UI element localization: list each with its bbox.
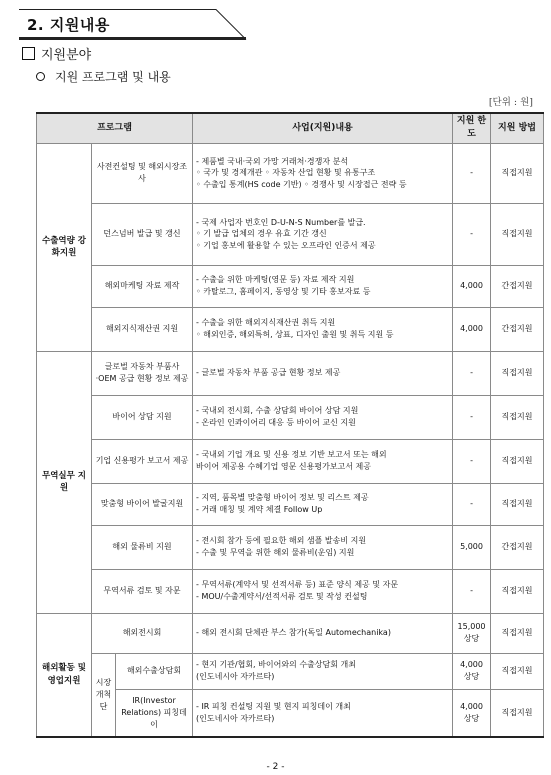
- program-content: [193, 203, 453, 265]
- content-line: - 지역, 품목별 맞춤형 바이어 정보 및 리스트 제공: [196, 493, 369, 503]
- support-method: 직접지원: [491, 203, 544, 265]
- support-amount: 4,000 상당: [453, 653, 491, 689]
- category-export-capability: 수출역량 강화지원: [37, 143, 92, 351]
- table-row: [37, 395, 544, 439]
- header-amount: 지원 한도: [453, 113, 491, 143]
- circle-bullet-icon: [36, 72, 45, 81]
- program-name: IR(Investor Relations) 피칭데이: [116, 689, 193, 737]
- support-method: 직접지원: [491, 653, 544, 689]
- section-title-banner: [19, 9, 247, 40]
- support-amount: 15,000 상당: [453, 613, 491, 653]
- content-line: - 제품별 국내·국외 가망 거래처·경쟁자 분석: [196, 156, 349, 166]
- support-amount: -: [453, 351, 491, 395]
- table-row: [37, 525, 544, 569]
- support-amount: 4,000 상당: [453, 689, 491, 737]
- heading-program-content-text: 지원 프로그램 및 내용: [55, 70, 171, 84]
- support-amount: -: [453, 569, 491, 613]
- content-line: - 온라인 인콰이어리 대응 등 바이어 교신 지원: [196, 418, 356, 427]
- heading-support-field: [22, 44, 91, 63]
- program-name: 사전컨설팅 및 해외시장조사: [92, 143, 193, 203]
- heading-program-content: [36, 68, 171, 85]
- content-line: - 국제 사업자 번호인 D-U-N-S Number를 발급.: [196, 217, 366, 227]
- support-method: 직접지원: [491, 613, 544, 653]
- table-row: [37, 613, 544, 653]
- content-line: ◦ 해외인증, 해외특허, 상표, 디자인 출원 및 취득 지원 등: [196, 330, 394, 339]
- program-content: [193, 143, 453, 203]
- table-header-row: [37, 113, 544, 143]
- program-name: 맞춤형 바이어 발굴지원: [92, 483, 193, 525]
- support-method: 직접지원: [491, 351, 544, 395]
- program-name: 글로벌 자동차 부품사·OEM 공급 현황 정보 제공: [92, 351, 193, 395]
- section-title: 2. 지원내용: [27, 16, 110, 34]
- content-line: ◦ 수출입 통계(HS code 기반) ◦ 경쟁사 및 시장접근 전략 등: [196, 179, 407, 189]
- support-method: 간접지원: [491, 265, 544, 307]
- support-amount: -: [453, 483, 491, 525]
- content-line: - 수출을 위한 마케팅(영문 등) 자료 제작 지원: [196, 275, 355, 285]
- program-content: [193, 689, 453, 737]
- content-line: ◦ 기 발급 업체의 경우 유효 기간 갱신: [196, 229, 327, 239]
- header-method: 지원 방법: [491, 113, 544, 143]
- content-line: ◦ 국가 및 경제개관 ◦ 자동차 산업 현황 및 유통구조: [196, 168, 376, 178]
- category-trade-practice: 무역실무 지원: [37, 351, 92, 613]
- support-method: 간접지원: [491, 307, 544, 351]
- table-row: [37, 483, 544, 525]
- table-row: [37, 265, 544, 307]
- support-amount: 4,000: [453, 307, 491, 351]
- content-line: - 국내외 전시회, 수출 상담회 바이어 상담 지원: [196, 406, 359, 416]
- table-row: [37, 143, 544, 203]
- program-content: [193, 653, 453, 689]
- support-amount: -: [453, 439, 491, 483]
- support-amount: -: [453, 143, 491, 203]
- program-content: [193, 613, 453, 653]
- program-name: 해외지식재산권 지원: [92, 307, 193, 351]
- support-method: 직접지원: [491, 143, 544, 203]
- support-amount: 4,000: [453, 265, 491, 307]
- support-method: 직접지원: [491, 439, 544, 483]
- content-line: (인도네시아 자카르타): [196, 672, 275, 681]
- subcategory-market-pioneer: 시장 개척단: [92, 653, 116, 737]
- table-row: [37, 439, 544, 483]
- category-overseas-sales: 해외활동 및 영업지원: [37, 613, 92, 737]
- program-content: [193, 395, 453, 439]
- table-row: [37, 307, 544, 351]
- program-name: 던스넘버 발급 및 갱신: [92, 203, 193, 265]
- heading-support-field-text: 지원분야: [41, 48, 92, 63]
- program-content: [193, 483, 453, 525]
- content-line: - 국내외 기업 개요 및 신용 정보 기반 보고서 또는 해외: [196, 450, 387, 460]
- support-amount: -: [453, 395, 491, 439]
- support-method: 직접지원: [491, 569, 544, 613]
- content-line: - 무역서류(계약서 및 선적서류 등) 표준 양식 제공 및 자문: [196, 580, 399, 590]
- support-program-table: [36, 112, 544, 738]
- table-row: [37, 351, 544, 395]
- content-line: - IR 피칭 컨설팅 지원 및 현지 피칭데이 개최: [196, 702, 351, 712]
- program-name: 해외수출상담회: [116, 653, 193, 689]
- content-line: - 현지 기관/협회, 바이어와의 수출상담회 개최: [196, 660, 356, 670]
- content-line: - 글로벌 자동차 부품 공급 현황 정보 제공: [196, 368, 341, 378]
- header-content: 사업(지원)내용: [193, 113, 453, 143]
- program-content: [193, 525, 453, 569]
- support-method: 직접지원: [491, 689, 544, 737]
- page-number: - 2 -: [266, 762, 285, 772]
- program-content: [193, 439, 453, 483]
- support-amount: 5,000: [453, 525, 491, 569]
- program-name: 기업 신용평가 보고서 제공: [92, 439, 193, 483]
- table-row: [37, 569, 544, 613]
- program-content: [193, 265, 453, 307]
- content-line: 바이어 제공용 수혜기업 영문 신용평가보고서 제공: [196, 462, 372, 471]
- support-amount: -: [453, 203, 491, 265]
- program-name: 해외전시회: [92, 613, 193, 653]
- content-line: - 수출을 위한 해외지식재산권 취득 지원: [196, 318, 336, 328]
- program-content: [193, 307, 453, 351]
- program-name: 해외마케팅 자료 제작: [92, 265, 193, 307]
- content-line: ◦ 카탈로그, 홈페이지, 동영상 및 기타 홍보자료 등: [196, 287, 371, 296]
- content-line: - 거래 매칭 및 계약 체결 Follow Up: [196, 505, 323, 514]
- content-line: - MOU/수출계약서/선적서류 검토 및 작성 컨설팅: [196, 592, 368, 601]
- table-row: [37, 653, 544, 689]
- content-line: - 해외 전시회 단체관 부스 참가(독일 Automechanika): [196, 628, 391, 638]
- unit-label: [단위 : 원]: [488, 97, 533, 108]
- support-method: 직접지원: [491, 483, 544, 525]
- program-name: 바이어 상담 지원: [92, 395, 193, 439]
- content-line: ◦ 기업 홍보에 활용할 수 있는 오프라인 인증서 제공: [196, 240, 376, 250]
- content-line: (인도네시아 자카르타): [196, 713, 275, 723]
- support-method: 간접지원: [491, 525, 544, 569]
- program-name: 무역서류 검토 및 자문: [92, 569, 193, 613]
- content-line: - 전시회 참가 등에 필요한 해외 샘플 발송비 지원: [196, 536, 367, 546]
- program-name: 해외 물류비 지원: [92, 525, 193, 569]
- support-method: 직접지원: [491, 395, 544, 439]
- square-bullet-icon: [22, 47, 35, 60]
- table-row: [37, 203, 544, 265]
- header-program: 프로그램: [37, 113, 193, 143]
- program-content: [193, 351, 453, 395]
- program-content: [193, 569, 453, 613]
- content-line: - 수출 및 무역을 위한 해외 물류비(운임) 지원: [196, 548, 355, 557]
